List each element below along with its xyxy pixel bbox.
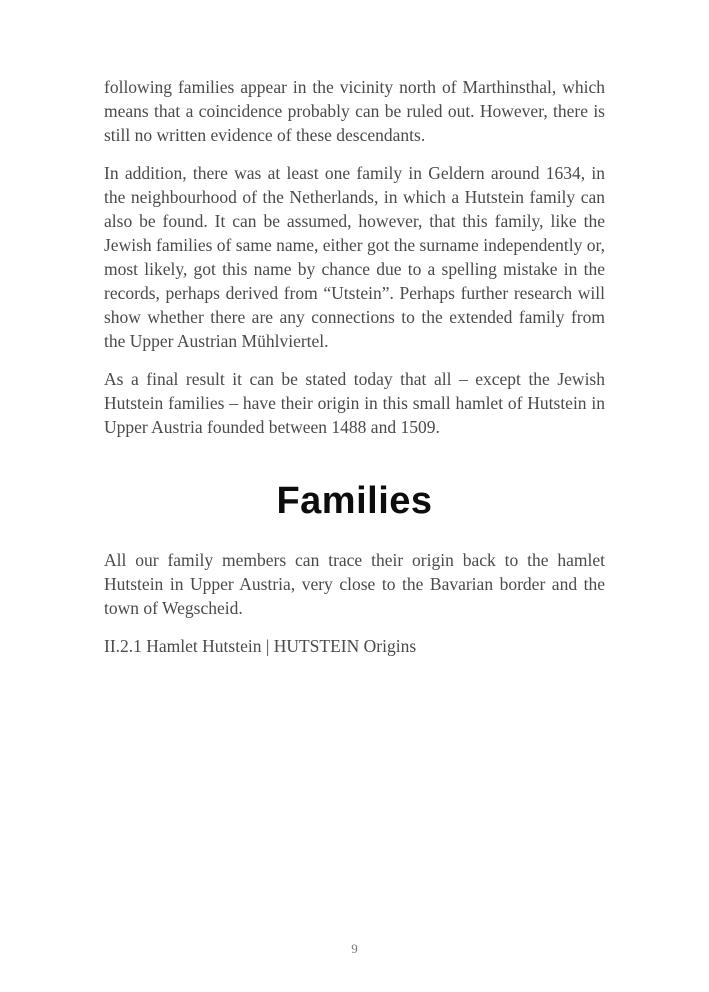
- subsection-reference: II.2.1 Hamlet Hutstein | HUTSTEIN Origins: [104, 636, 417, 656]
- paragraph-marthinsthal: following families appear in the vicinity north of Marthinsthal, which means that a coincidence probably can be ruled out. However, there is still no written evidence of these descendants.: [104, 77, 605, 145]
- chapter-heading-families: Families: [276, 480, 433, 522]
- paragraph-final-result: As a final result it can be stated today that all – except the Jewish Hutstein families – have their origin in this small hamlet of Hutstein in Upper Austria founded between 1488 and 1509.: [104, 369, 605, 437]
- paragraph-family-origin: All our family members can trace their origin back to the hamlet Hutstein in Upper Austria, very close to the Bavarian border and the town of Wegscheid.: [104, 550, 605, 618]
- paragraph-geldern: In addition, there was at least one family in Geldern around 1634, in the neighbourhood of the Netherlands, in which a Hutstein family can also be found. It can be assumed, however, that this family, like the Jewish families of same name, either got the surname independently or, most likely, got this name by chance due to a spelling mistake in the records, perhaps derived from “Utstein”. Perhaps further research will show whether there are any connections to the extended family from the Upper Austrian Mühlviertel.: [104, 163, 605, 351]
- page-number: 9: [351, 941, 358, 956]
